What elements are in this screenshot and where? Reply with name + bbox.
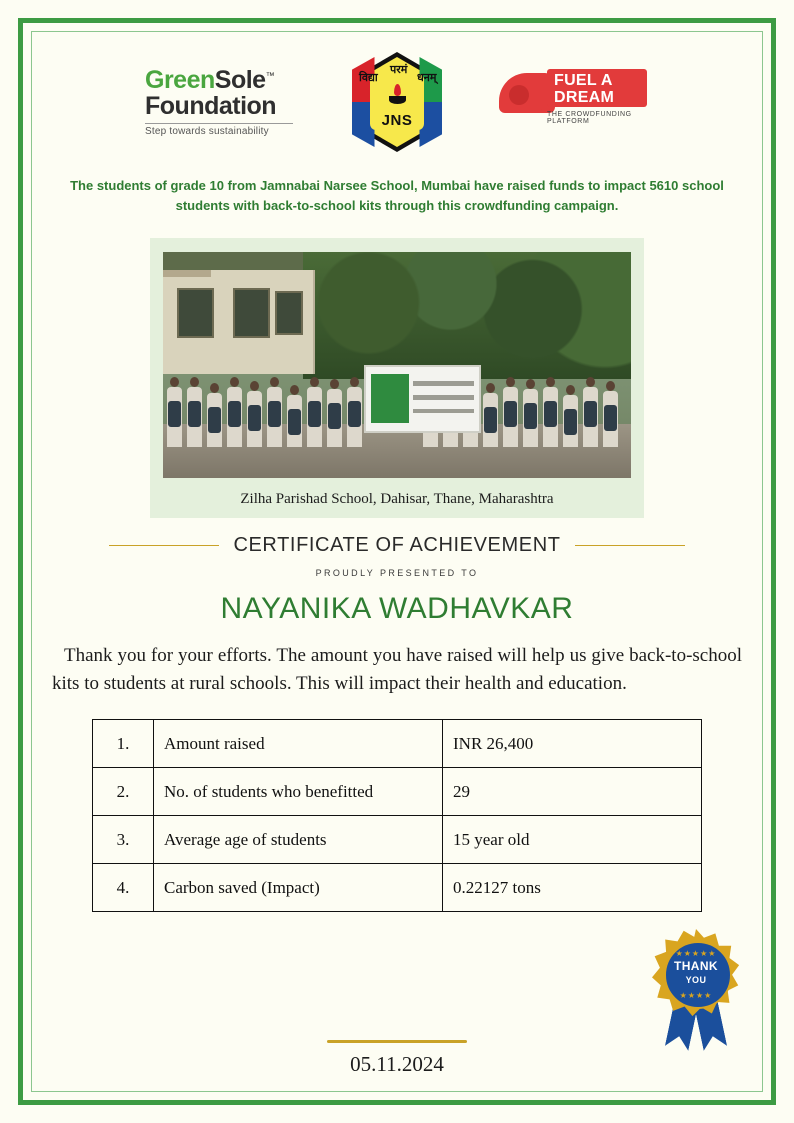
photo-banner-text-line bbox=[413, 409, 474, 413]
fuel-a-dream-logo bbox=[499, 67, 649, 137]
greensole-tagline: Step towards sustainability bbox=[145, 125, 269, 137]
trademark-icon: ™ bbox=[265, 70, 275, 81]
fuel-tagline: THE CROWDFUNDING PLATFORM bbox=[547, 111, 632, 125]
row-value: INR 26,400 bbox=[443, 720, 702, 768]
seal-text-line1: THANK bbox=[674, 959, 718, 973]
title-rule-left bbox=[109, 545, 219, 546]
greensole-logo bbox=[145, 65, 295, 137]
table-row bbox=[93, 768, 702, 816]
logo-row bbox=[40, 46, 754, 158]
greensole-foundation-text: Foundation bbox=[145, 91, 277, 120]
photo-banner-text-line bbox=[413, 381, 474, 385]
impact-table bbox=[92, 719, 702, 912]
fuel-a-dream-wordmark bbox=[547, 69, 647, 107]
row-number: 3. bbox=[93, 816, 154, 864]
thank-you-message: Thank you for your efforts. The amount you have raised will help us give back-to-school kits to students at rural schools. This will impact their health and education. bbox=[52, 645, 742, 694]
photo-roof bbox=[163, 270, 211, 276]
elephant-ear-icon bbox=[509, 85, 529, 105]
table-row bbox=[93, 816, 702, 864]
row-value: 0.22127 tons bbox=[443, 864, 702, 912]
row-number: 1. bbox=[93, 720, 154, 768]
photo-banner bbox=[364, 365, 480, 432]
greensole-dark-text: Sole bbox=[214, 65, 266, 94]
date-rule bbox=[327, 1040, 467, 1043]
flame-icon bbox=[394, 84, 401, 96]
campaign-photo bbox=[163, 252, 631, 478]
certificate-title-row bbox=[40, 534, 754, 557]
certificate-footer bbox=[40, 1040, 754, 1077]
fuel-line1: FUEL A bbox=[554, 72, 613, 89]
certificate-date: 05.11.2024 bbox=[350, 1052, 444, 1076]
row-label: Amount raised bbox=[154, 720, 443, 768]
greensole-wordmark bbox=[145, 65, 295, 94]
row-label: Carbon saved (Impact) bbox=[154, 864, 443, 912]
row-label: Average age of students bbox=[154, 816, 443, 864]
seal-stars-bottom: ★★★★ bbox=[679, 991, 713, 1000]
thank-you-seal bbox=[648, 929, 744, 1049]
greensole-divider bbox=[145, 123, 293, 124]
title-rule-right bbox=[575, 545, 685, 546]
row-number: 2. bbox=[93, 768, 154, 816]
photo-window bbox=[233, 288, 270, 337]
row-number: 4. bbox=[93, 864, 154, 912]
table-row bbox=[93, 720, 702, 768]
photo-card bbox=[150, 238, 644, 518]
photo-window bbox=[177, 288, 214, 337]
campaign-headline: The students of grade 10 from Jamnabai Narsee School, Mumbai have raised funds to impact 5610 school students with back-to-school kits through this crowdfunding campaign. bbox=[70, 178, 724, 214]
seal-stars-top: ★★★★★ bbox=[675, 949, 717, 958]
certificate-content bbox=[40, 40, 754, 1083]
oil-lamp-icon bbox=[389, 84, 405, 106]
recipient-name: NAYANIKA WADHAVKAR bbox=[220, 592, 574, 626]
row-value: 15 year old bbox=[443, 816, 702, 864]
certificate-title: CERTIFICATE OF ACHIEVEMENT bbox=[233, 534, 561, 557]
lamp-base-icon bbox=[389, 96, 406, 104]
jns-hindi-center: परमं bbox=[390, 64, 408, 76]
jns-hindi-right: धनम् bbox=[417, 72, 437, 84]
jns-acronym: JNS bbox=[381, 112, 413, 129]
seal-text-line2: YOU bbox=[685, 975, 707, 985]
presented-to-label: PROUDLY PRESENTED TO bbox=[315, 568, 479, 579]
jns-hindi-left: विद्या bbox=[359, 72, 378, 84]
jns-school-logo bbox=[341, 50, 453, 154]
row-value: 29 bbox=[443, 768, 702, 816]
photo-window bbox=[275, 291, 302, 336]
table-row bbox=[93, 864, 702, 912]
photo-caption: Zilha Parishad School, Dahisar, Thane, Maharashtra bbox=[240, 491, 554, 508]
photo-banner-text-line bbox=[413, 395, 474, 399]
fuel-line2: DREAM bbox=[554, 89, 615, 106]
photo-banner-logo bbox=[371, 374, 409, 423]
greensole-green-text: Green bbox=[145, 65, 215, 94]
row-label: No. of students who benefitted bbox=[154, 768, 443, 816]
